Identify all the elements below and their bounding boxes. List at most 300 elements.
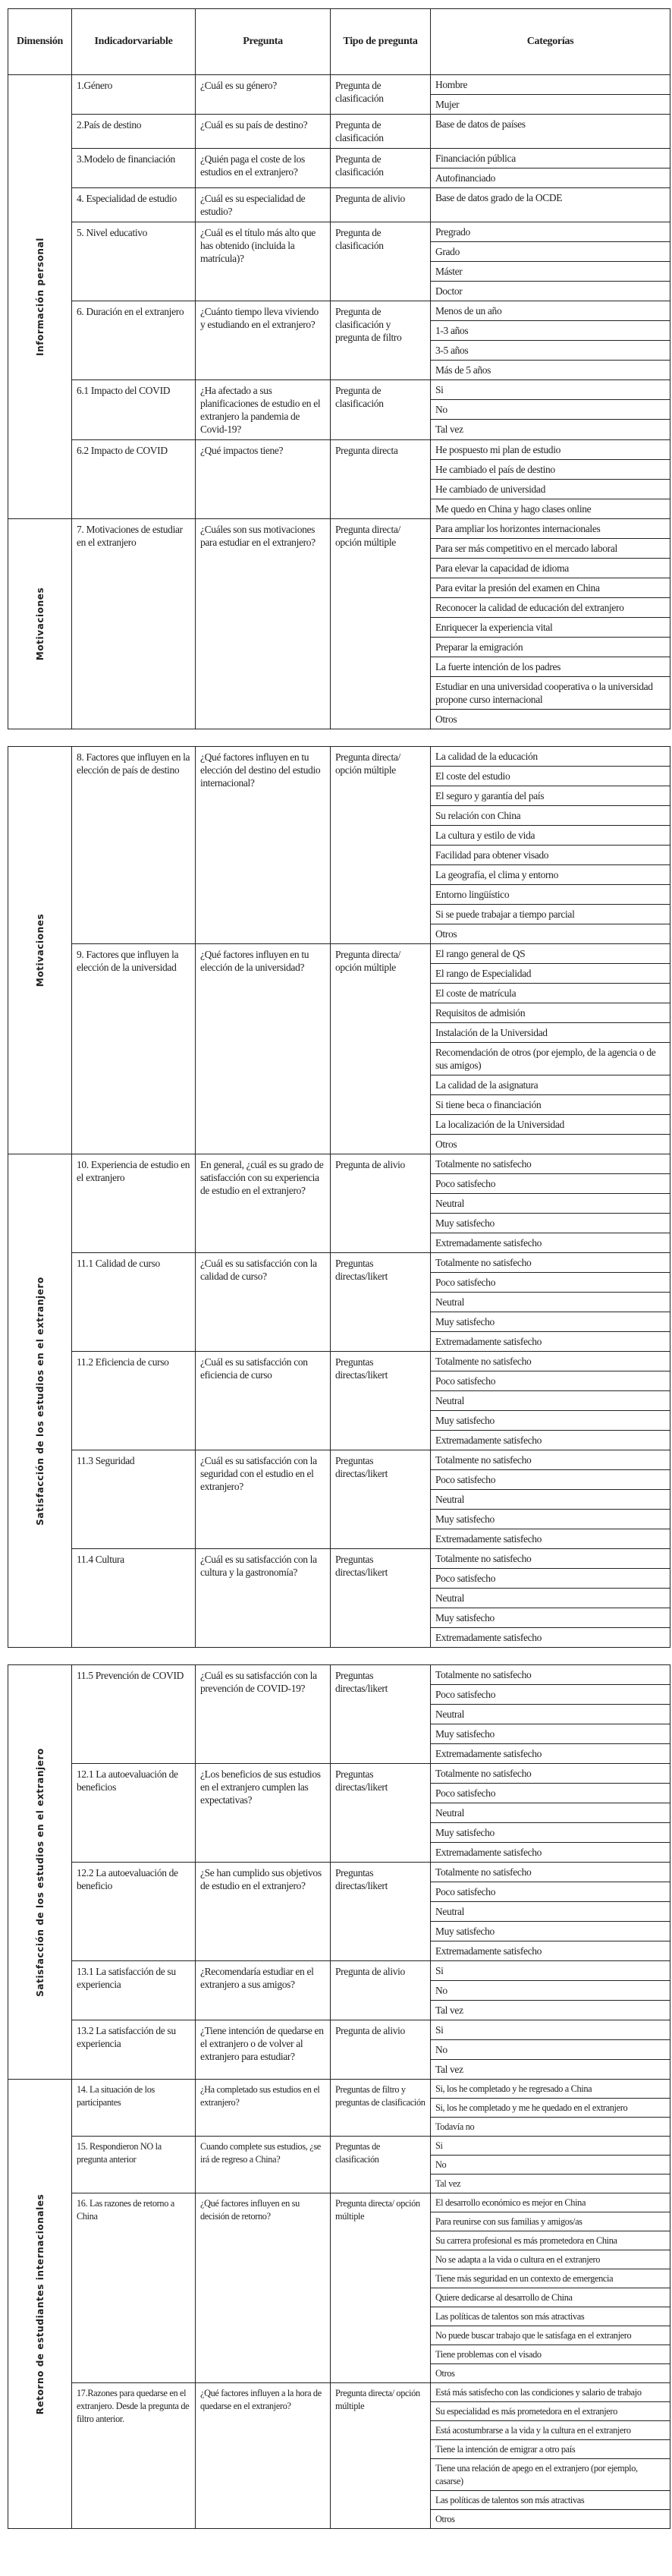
indicator-text: 13.2 La satisfacción de su experiencia [77,2025,176,2049]
category-item: Si, los he completado y me he quedado en el extranjero [431,2099,670,2118]
indicator-cell [72,1961,196,2020]
question-type-cell [331,188,431,222]
category-item: Muy satisfecho [431,1510,670,1529]
question-type-text: Pregunta directa/ opción múltiple [335,751,400,776]
category-item: No [431,2156,670,2174]
category-item: La calidad de la educación [431,747,670,767]
category-item: Muy satisfecho [431,1724,670,1744]
question-type-cell [331,1352,431,1450]
categories-cell [431,747,670,944]
category-item: Tiene la intención de emigrar a otro país [431,2440,670,2459]
question-cell [196,1665,331,1764]
column-header: Indicadorvariable [72,9,196,75]
table-row [8,1253,670,1352]
category-item: Para evitar la presión del examen en China [431,578,670,598]
question-type-text: Preguntas de filtro y preguntas de clasificación [335,2084,425,2108]
indicator-text: 6.2 Impacto de COVID [77,445,168,456]
category-item: Neutral [431,1705,670,1724]
categories-cell [431,222,670,301]
category-item: Otros [435,2513,455,2524]
table-row [8,2383,670,2529]
indicator-cell [72,944,196,1154]
category-item: Extremadamente satisfecho [435,1945,542,1957]
question-cell [196,2383,331,2529]
column-header: Tipo de pregunta [331,9,431,75]
category-item: Otros [435,713,457,725]
category-item: Totalmente no satisfecho [431,1665,670,1685]
category-item: No [431,2040,670,2060]
category-item: Más de 5 años [435,364,491,376]
categories-cell [431,944,670,1154]
category-item: El seguro y garantía del país [431,786,670,806]
table-row [8,944,670,1154]
category-item: Poco satisfecho [431,1174,670,1194]
category-item: Extremadamente satisfecho [435,1237,542,1249]
category-item: Neutral [431,1902,670,1922]
question-type-cell [331,301,431,380]
question-text: ¿Ha afectado a sus planificaciones de estudio en el extranjero la pandemia de Covid-19? [200,385,321,435]
table-row [8,519,670,729]
question-cell [196,2137,331,2193]
question-type-text: Pregunta de clasificación [335,227,384,251]
category-item: Si [431,380,670,400]
table-row [8,149,670,188]
question-text: ¿Cuál es su especialidad de estudio? [200,193,306,217]
categories-cell [431,1549,670,1648]
question-text: En general, ¿cuál es su grado de satisfacción con su experiencia de estudio en el extranjero? [200,1159,324,1196]
dimension-cell [8,747,72,1154]
category-item: Financiación pública [431,149,670,168]
category-item: Pregrado [431,222,670,242]
header-row [8,9,670,75]
indicator-cell [72,1863,196,1961]
category-item: Poco satisfecho [431,1470,670,1490]
question-type-cell [331,75,431,115]
category-item: Máster [431,262,670,282]
category-item: He cambiado de universidad [431,480,670,499]
category-item: Mujer [435,99,460,110]
category-item: Si se puede trabajar a tiempo parcial [431,905,670,924]
category-item: Grado [431,242,670,262]
categories-cell [431,301,670,380]
indicator-text: 11.2 Eficiencia de curso [77,1356,169,1368]
indicator-cell [72,75,196,115]
category-item: Neutral [431,1803,670,1823]
category-item: Extremadamente satisfecho [435,1336,542,1347]
category-item: El coste del estudio [431,767,670,786]
category-item: Si tiene beca o financiación [431,1095,670,1115]
dimension-cell [8,75,72,519]
table-row [8,115,670,149]
category-item: Facilidad para obtener visado [431,846,670,865]
indicator-cell [72,2193,196,2383]
category-item: Si [431,1961,670,1981]
table-row [8,747,670,944]
indicator-text: 5. Nivel educativo [77,227,148,238]
question-text: ¿Cuál es su satisfacción con eficiencia de curso [200,1356,308,1381]
category-item: Extremadamente satisfecho [435,1434,542,1446]
table-row [8,1961,670,2020]
category-item: Extremadamente satisfecho [435,1632,542,1643]
category-item: Totalmente no satisfecho [431,1450,670,1470]
question-cell [196,1352,331,1450]
question-type-text: Pregunta de alivio [335,193,405,204]
table-row [8,75,670,115]
question-text: ¿Qué factores influyen a la hora de quedarse en el extranjero? [200,2388,322,2411]
question-cell [196,1863,331,1961]
category-item: La localización de la Universidad [431,1115,670,1135]
question-text: ¿Ha completado sus estudios en el extranjero? [200,2084,320,2108]
categories-cell [431,149,670,188]
categories-cell [431,188,670,222]
category-item: Poco satisfecho [431,1371,670,1391]
table-row [8,1154,670,1253]
question-type-text: Preguntas directas/likert [335,1258,388,1282]
category-item: Si [431,2020,670,2040]
question-type-text: Pregunta de clasificación [335,153,384,178]
indicator-text: 11.3 Seguridad [77,1455,135,1466]
question-text: ¿Qué factores influyen en tu elección del destino del estudio internacional? [200,751,321,789]
category-item: Tiene una relación de apego en el extranjero (por ejemplo, casarse) [431,2459,670,2491]
question-cell [196,2193,331,2383]
question-type-text: Pregunta de alivio [335,1159,405,1170]
category-item: Doctor [435,285,463,297]
category-item: Muy satisfecho [431,1922,670,1941]
question-cell [196,301,331,380]
category-item: Las políticas de talentos son más atractivas [431,2491,670,2510]
question-type-cell [331,2080,431,2137]
categories-cell [431,75,670,115]
question-text: ¿Cuál es su país de destino? [200,119,308,131]
category-item: Instalación de la Universidad [431,1023,670,1043]
category-item: Extremadamente satisfecho [435,1748,542,1759]
categories-cell [431,1764,670,1863]
question-cell [196,519,331,729]
indicator-cell [72,1549,196,1648]
categories-cell [431,1665,670,1764]
question-type-cell [331,149,431,188]
question-type-cell [331,1154,431,1253]
indicator-cell [72,519,196,729]
table-row [8,380,670,440]
indicator-text: 8. Factores que influyen en la elección de país de destino [77,751,190,776]
indicator-cell [72,747,196,944]
categories-cell [431,2080,670,2137]
category-item: Tiene problemas con el visado [431,2345,670,2364]
category-item: Neutral [431,1293,670,1312]
question-type-text: Pregunta de alivio [335,1966,405,1977]
category-item: Totalmente no satisfecho [431,1863,670,1882]
question-cell [196,1961,331,2020]
category-item: Neutral [431,1391,670,1411]
column-header: Categorías [431,9,670,75]
question-text: ¿Se han cumplido sus objetivos de estudio en el extranjero? [200,1867,322,1891]
question-type-cell [331,1253,431,1352]
category-item: Base de datos grado de la OCDE [435,192,563,203]
category-item: Las políticas de talentos son más atractivas [431,2307,670,2326]
question-cell [196,747,331,944]
table-row [8,1665,670,1764]
category-item: Totalmente no satisfecho [431,1352,670,1371]
indicator-text: 15. Respondieron NO la pregunta anterior [77,2141,162,2165]
category-item: He pospuesto mi plan de estudio [431,440,670,460]
category-item: Totalmente no satisfecho [431,1253,670,1273]
table-row [8,2137,670,2193]
survey-table-part-3 [8,1664,670,2529]
indicator-text: 6.1 Impacto del COVID [77,385,171,396]
indicator-cell [72,1154,196,1253]
dimension-label: Satisfacción de los estudios en el extranjero [34,1747,46,1997]
question-cell [196,222,331,301]
table-row [8,1764,670,1863]
category-item: La cultura y estilo de vida [431,826,670,846]
question-text: Cuando complete sus estudios, ¿se irá de regreso a China? [200,2141,321,2165]
question-text: ¿Qué factores influyen en tu elección de la universidad? [200,949,309,973]
indicator-cell [72,1665,196,1764]
question-cell [196,1154,331,1253]
question-type-text: Pregunta de alivio [335,2025,405,2036]
table-row [8,2020,670,2080]
category-item: Muy satisfecho [431,1214,670,1233]
category-item: El coste de matrícula [431,984,670,1003]
indicator-cell [72,1450,196,1549]
question-type-cell [331,2193,431,2383]
indicator-text: 2.País de destino [77,119,142,131]
question-type-cell [331,380,431,440]
question-text: ¿Quién paga el coste de los estudios en el extranjero? [200,153,305,178]
question-text: ¿Cuáles son sus motivaciones para estudiar en el extranjero? [200,524,316,548]
indicator-text: 4. Especialidad de estudio [77,193,177,204]
dimension-cell [8,2080,72,2529]
question-type-cell [331,2020,431,2080]
indicator-text: 13.1 La satisfacción de su experiencia [77,1966,176,1990]
indicator-text: 12.1 La autoevaluación de beneficios [77,1768,178,1793]
question-type-cell [331,747,431,944]
indicator-cell [72,2020,196,2080]
category-item: Preparar la emigración [431,638,670,657]
categories-cell [431,2193,670,2383]
indicator-text: 11.4 Cultura [77,1554,124,1565]
dimension-label: Retorno de estudiantes internacionales [34,2193,46,2414]
category-item: Otros [435,1138,457,1150]
question-type-cell [331,2137,431,2193]
category-item: El desarrollo económico es mejor en China [431,2193,670,2212]
category-item: Totalmente no satisfecho [431,1549,670,1569]
category-item: El rango general de QS [431,944,670,964]
question-text: ¿Cuál es su satisfacción con la seguridad con el estudio en el extranjero? [200,1455,317,1492]
question-type-text: Pregunta de clasificación [335,119,384,143]
table-row [8,222,670,301]
category-item: La geografía, el clima y entorno [431,865,670,885]
category-item: Muy satisfecho [431,1823,670,1843]
question-type-text: Pregunta de clasificación y pregunta de filtro [335,306,402,343]
table-row [8,301,670,380]
category-item: Para ampliar los horizontes internacionales [431,519,670,539]
question-text: ¿Recomendaría estudiar en el extranjero a sus amigos? [200,1966,314,1990]
question-type-cell [331,1863,431,1961]
dimension-cell [8,1665,72,2080]
category-item: 3-5 años [431,341,670,361]
indicator-cell [72,1352,196,1450]
category-item: Me quedo en China y hago clases online [435,503,592,515]
indicator-text: 16. Las razones de retorno a China [77,2198,174,2222]
question-text: ¿Qué factores influyen en su decisión de retorno? [200,2198,300,2222]
question-text: ¿Qué impactos tiene? [200,445,284,456]
question-type-text: Preguntas directas/likert [335,1455,388,1479]
indicator-cell [72,2137,196,2193]
column-header: Dimensión [8,9,72,75]
indicator-text: 17.Razones para quedarse en el extranjero. Desde la pregunta de filtro anterior. [77,2388,190,2424]
question-type-text: Pregunta directa/ opción múltiple [335,524,400,548]
question-text: ¿Cuál es su género? [200,80,277,91]
indicator-cell [72,1764,196,1863]
category-item: Tiene más seguridad en un contexto de emergencia [431,2269,670,2288]
category-item: No se adapta a la vida o cultura en el extranjero [431,2250,670,2269]
category-item: Neutral [431,1194,670,1214]
question-cell [196,2080,331,2137]
indicator-text: 3.Modelo de financiación [77,153,175,165]
question-type-text: Pregunta directa/ opción múltiple [335,2388,420,2411]
table-row [8,2193,670,2383]
question-cell [196,75,331,115]
category-item: Extremadamente satisfecho [435,1533,542,1545]
survey-table-part-1 [8,8,670,729]
category-item: Si, los he completado y he regresado a China [431,2080,670,2099]
indicator-cell [72,2383,196,2529]
categories-cell [431,380,670,440]
dimension-label: Satisfacción de los estudios en el extranjero [34,1276,46,1526]
question-type-text: Pregunta directa/ opción múltiple [335,949,400,973]
dimension-cell [8,519,72,729]
table-row [8,1549,670,1648]
categories-cell [431,1154,670,1253]
question-text: ¿Cuál es su satisfacción con la prevención de COVID-19? [200,1670,317,1694]
category-item: Poco satisfecho [431,1273,670,1293]
category-item: Poco satisfecho [431,1882,670,1902]
table-row [8,1450,670,1549]
question-type-cell [331,1549,431,1648]
category-item: Tal vez [435,2064,463,2075]
category-item: Estudiar en una universidad cooperativa o la universidad propone curso internacional [431,677,670,710]
question-cell [196,1764,331,1863]
categories-cell [431,2383,670,2529]
category-item: Poco satisfecho [431,1569,670,1589]
question-cell [196,944,331,1154]
category-item: Muy satisfecho [431,1608,670,1628]
category-item: La calidad de la asignatura [431,1075,670,1095]
question-type-cell [331,440,431,519]
category-item: Su carrera profesional es más prometedora en China [431,2231,670,2250]
question-text: ¿Cuál es el título más alto que has obtenido (incluida la matrícula)? [200,227,316,264]
table-row [8,1863,670,1961]
category-item: Entorno lingüístico [431,885,670,905]
question-type-text: Pregunta de clasificación [335,80,384,104]
indicator-text: 14. La situación de los participantes [77,2084,155,2108]
category-item: Menos de un año [431,301,670,321]
question-type-cell [331,944,431,1154]
indicator-text: 10. Experiencia de estudio en el extranjero [77,1159,190,1183]
indicator-cell [72,1253,196,1352]
category-item: Totalmente no satisfecho [431,1764,670,1784]
category-item: Su relación con China [431,806,670,826]
table-row [8,188,670,222]
categories-cell [431,115,670,149]
question-type-cell [331,2383,431,2529]
question-type-cell [331,519,431,729]
category-item: Totalmente no satisfecho [431,1154,670,1174]
category-item: No [431,1981,670,2001]
question-text: ¿Cuál es su satisfacción con la cultura y la gastronomía? [200,1554,317,1578]
question-cell [196,149,331,188]
dimension-label: Información personal [34,238,46,356]
question-type-text: Preguntas directas/likert [335,1670,388,1694]
question-cell [196,2020,331,2080]
category-item: Extremadamente satisfecho [435,1847,542,1858]
category-item: Otros [435,928,457,940]
category-item: No puede buscar trabajo que le satisfaga en el extranjero [431,2326,670,2345]
category-item: He cambiado el país de destino [431,460,670,480]
question-cell [196,1253,331,1352]
survey-table-part-2 [8,746,670,1648]
question-type-cell [331,222,431,301]
category-item: Su especialidad es más prometedora en el extranjero [431,2402,670,2421]
category-item: Poco satisfecho [431,1784,670,1803]
indicator-cell [72,188,196,222]
question-text: ¿Los beneficios de sus estudios en el extranjero cumplen las expectativas? [200,1768,321,1806]
category-item: Neutral [431,1490,670,1510]
dimension-label: Motivaciones [34,587,46,661]
indicator-cell [72,2080,196,2137]
categories-cell [431,1961,670,2020]
table-row [8,1352,670,1450]
indicator-text: 6. Duración en el extranjero [77,306,184,317]
question-type-text: Pregunta de clasificación [335,385,384,409]
question-cell [196,440,331,519]
question-type-text: Preguntas directas/likert [335,1356,388,1381]
categories-cell [431,1450,670,1549]
question-type-text: Preguntas directas/likert [335,1867,388,1891]
category-item: Neutral [431,1589,670,1608]
category-item: No [431,400,670,420]
question-text: ¿Cuál es su satisfacción con la calidad de curso? [200,1258,317,1282]
category-item: Enriquecer la experiencia vital [431,618,670,638]
category-item: Tal vez [435,424,463,435]
indicator-cell [72,440,196,519]
table-row [8,2080,670,2137]
indicator-text: 9. Factores que influyen la elección de la universidad [77,949,179,973]
category-item: 1-3 años [431,321,670,341]
category-item: Está más satisfecho con las condiciones y salario de trabajo [431,2383,670,2402]
category-item: Tal vez [435,2004,463,2016]
categories-cell [431,1253,670,1352]
category-item: Hombre [431,75,670,95]
indicator-cell [72,115,196,149]
categories-cell [431,440,670,519]
indicator-cell [72,222,196,301]
category-item: Requisitos de admisión [431,1003,670,1023]
category-item: Reconocer la calidad de educación del extranjero [431,598,670,618]
question-cell [196,115,331,149]
question-type-cell [331,1764,431,1863]
category-item: Para ser más competitivo en el mercado laboral [431,539,670,559]
question-type-text: Pregunta directa [335,445,398,456]
question-text: ¿Tiene intención de quedarse en el extranjero o de volver al extranjero para estudiar? [200,2025,324,2062]
indicator-cell [72,301,196,380]
question-cell [196,1450,331,1549]
category-item: Quiere dedicarse al desarrollo de China [431,2288,670,2307]
category-item: Recomendación de otros (por ejemplo, de la agencia o de sus amigos) [431,1043,670,1075]
category-item: Para reunirse con sus familias y amigos/as [431,2212,670,2231]
